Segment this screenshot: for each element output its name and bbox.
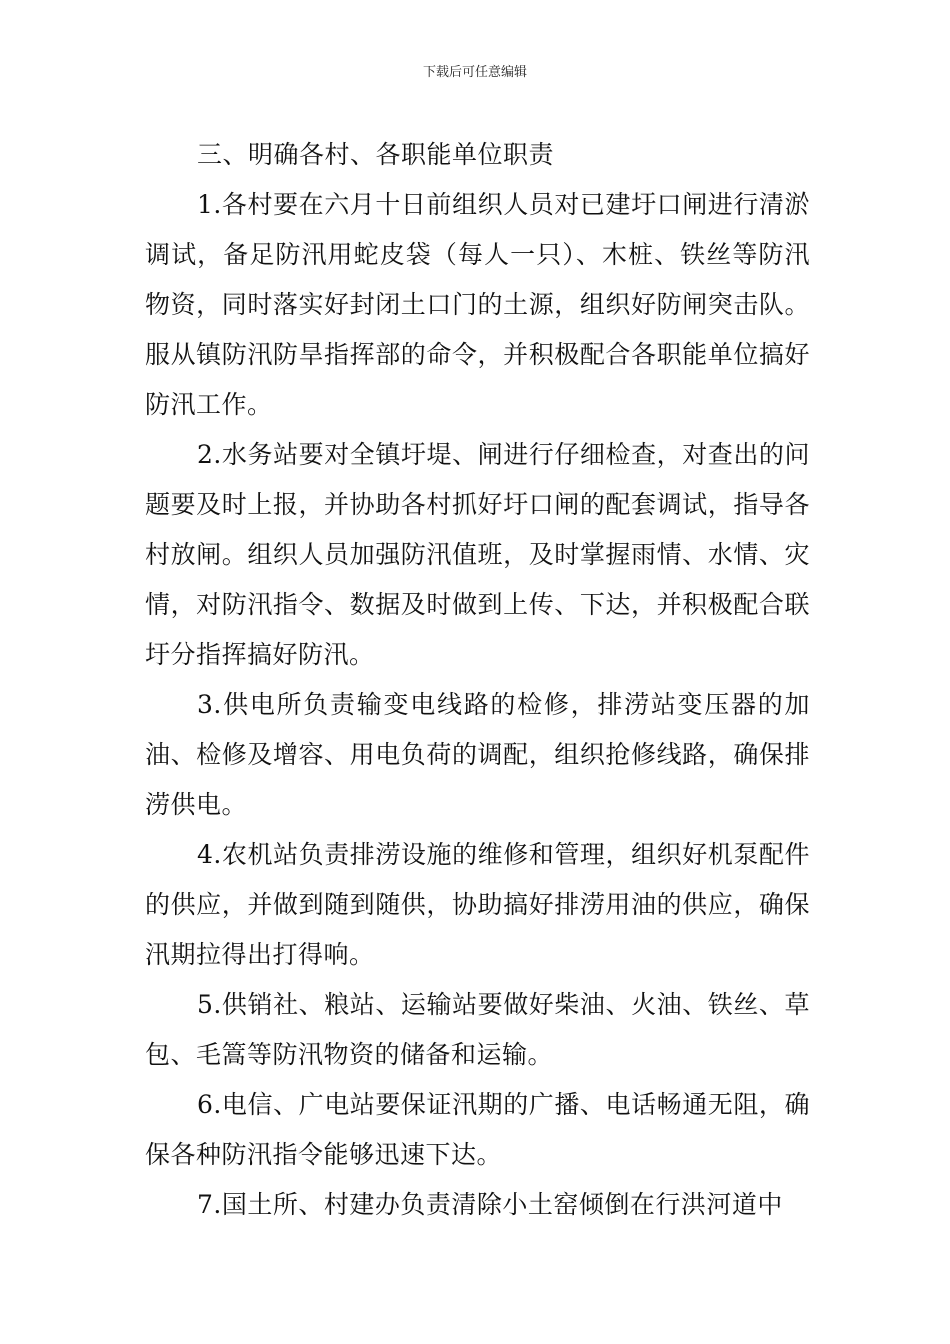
paragraph-2: 2.水务站要对全镇圩堤、闸进行仔细检查，对查出的问题要及时上报，并协助各村抓好圩口闸的配套调试，指导各村放闸。组织人员加强防汛值班，及时掌握雨情、水情、灾情，对防汛指令、数据及时做到上传、下达，并积极配合联圩分指挥搞好防汛。 <box>145 440 810 669</box>
paragraph-3: 3.供电所负责输变电线路的检修，排涝站变压器的加油、检修及增容、用电负荷的调配，组织抢修线路，确保排涝供电。 <box>145 690 810 819</box>
page-header: 下载后可任意编辑 <box>422 65 527 80</box>
paragraph-7: 7.国土所、村建办负责清除小土窑倾倒在行洪河道中 <box>197 1190 783 1219</box>
paragraph-6: 6.电信、广电站要保证汛期的广播、电话畅通无阻，确保各种防汛指令能够迅速下达。 <box>145 1090 810 1169</box>
paragraph-4: 4.农机站负责排涝设施的维修和管理，组织好机泵配件的供应，并做到随到随供，协助搞好排涝用油的供应，确保汛期拉得出打得响。 <box>145 840 810 969</box>
paragraph-5: 5.供销社、粮站、运输站要做好柴油、火油、铁丝、草包、毛篙等防汛物资的储备和运输。 <box>145 990 810 1069</box>
section-heading: 三、明确各村、各职能单位职责 <box>197 140 555 169</box>
document-body <box>145 130 810 1230</box>
paragraph-1: 1.各村要在六月十日前组织人员对已建圩口闸进行清淤调试，备足防汛用蛇皮袋（每人一只）、木桩、铁丝等防汛物资，同时落实好封闭土口门的土源，组织好防闸突击队。服从镇防汛防旱指挥部的命令，并积极配合各职能单位搞好防汛工作。 <box>145 190 810 419</box>
